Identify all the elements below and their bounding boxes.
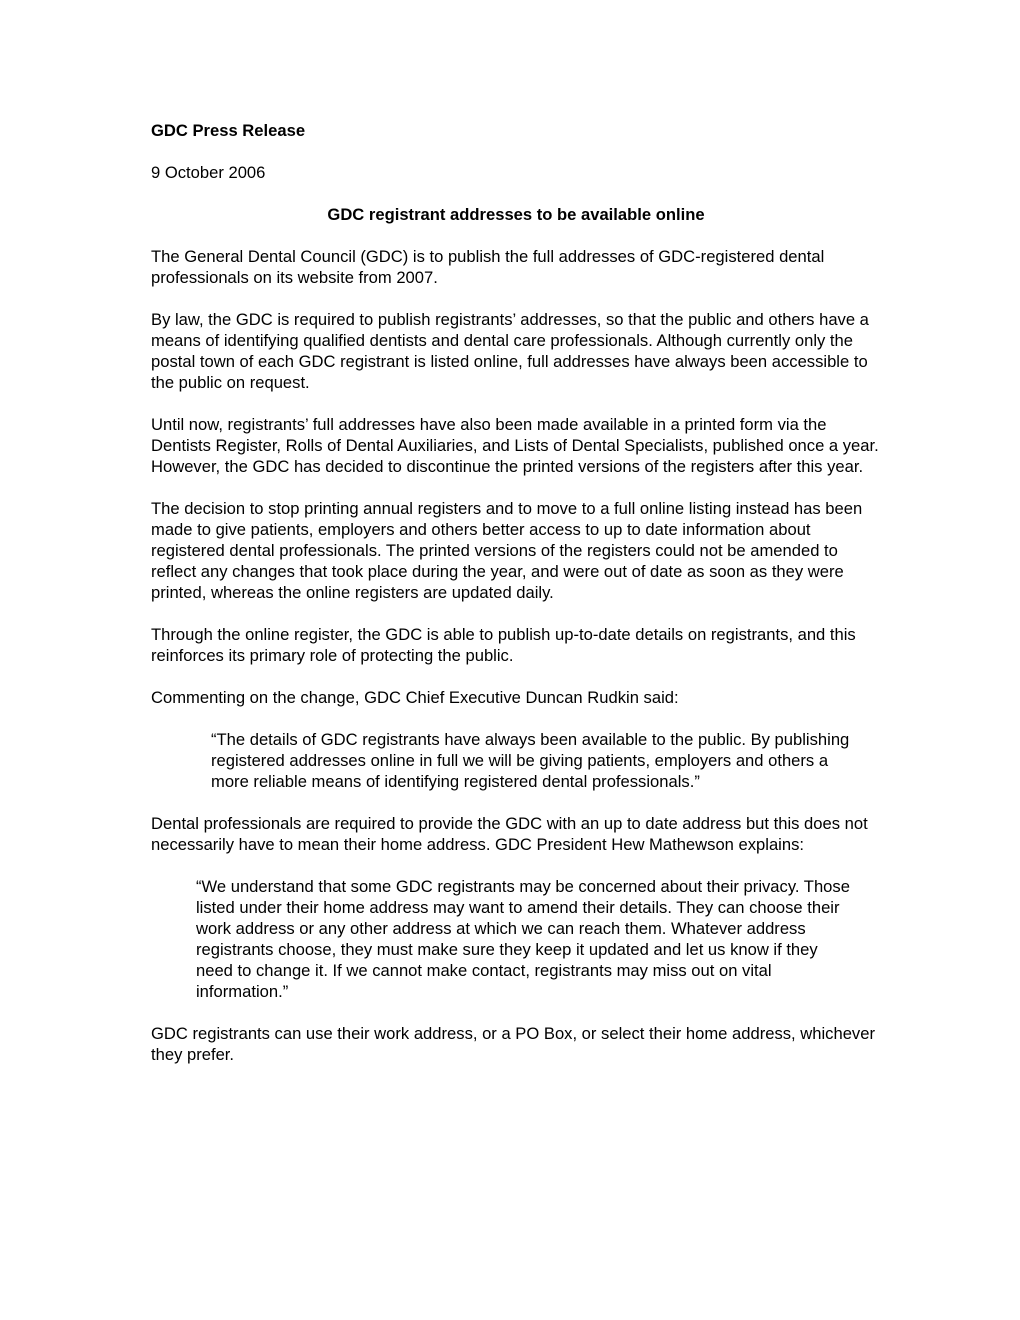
document-page	[151, 120, 881, 1065]
press-release-label: GDC Press Release	[151, 121, 306, 140]
body-paragraph: Until now, registrants’ full addresses have also been made available in a printed form via the Dentists Register, Rolls of Dental Auxiliaries, and Lists of Dental Specialists, published once a year. However, the GDC has decided to discontinue the printed versions of the registers after this year.	[151, 415, 879, 476]
body-paragraph: Dental professionals are required to provide the GDC with an up to date address but this does not necessarily have to mean their home address. GDC President Hew Mathewson explains:	[151, 814, 868, 854]
body-paragraph: The General Dental Council (GDC) is to publish the full addresses of GDC-registered dental professionals on its website from 2007.	[151, 247, 825, 287]
chief-executive-quote: “The details of GDC registrants have always been available to the public. By publishing registered addresses online in full we will be giving patients, employers and others a more reliable means of identifying registered dental professionals.”	[211, 730, 850, 791]
body-paragraph: The decision to stop printing annual registers and to move to a full online listing instead has been made to give patients, employers and others better access to up to date information about registered dental professionals. The printed versions of the registers could not be amended to reflect any changes that took place during the year, and were out of date as soon as they were printed, whereas the online registers are updated daily.	[151, 499, 863, 602]
release-date: 9 October 2006	[151, 163, 266, 182]
body-paragraph: Through the online register, the GDC is able to publish up-to-date details on registrants, and this reinforces its primary role of protecting the public.	[151, 625, 856, 665]
release-title: GDC registrant addresses to be available online	[327, 205, 705, 224]
president-quote: “We understand that some GDC registrants may be concerned about their privacy. Those listed under their home address may want to amend their details. They can choose their work address or any other address at which we can reach them. Whatever address registrants choose, they must make sure they keep it updated and let us know if they need to change it. If we cannot make contact, registrants may miss out on vital information.”	[196, 877, 850, 1001]
body-paragraph: Commenting on the change, GDC Chief Executive Duncan Rudkin said:	[151, 688, 679, 707]
body-paragraph: By law, the GDC is required to publish registrants’ addresses, so that the public and others have a means of identifying qualified dentists and dental care professionals. Although currently only the postal town of each GDC registrant is listed online, full addresses have always been accessible to the public on request.	[151, 310, 869, 392]
body-paragraph: GDC registrants can use their work address, or a PO Box, or select their home address, whichever they prefer.	[151, 1024, 875, 1064]
